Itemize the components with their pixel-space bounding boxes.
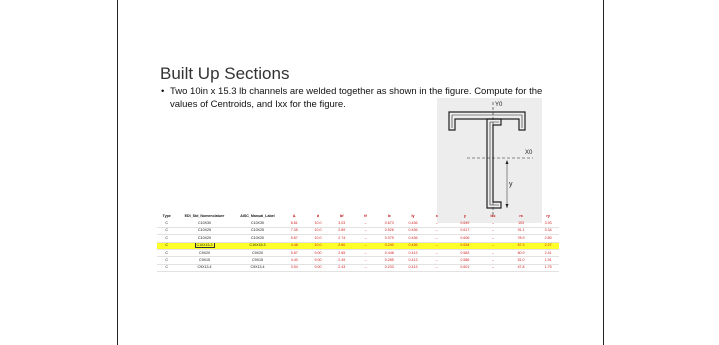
table-row [157, 250, 559, 257]
cell-value: 0.583 [460, 250, 470, 255]
cell-value: C9X13.4 [250, 265, 265, 270]
cell-edi-name [176, 227, 232, 234]
cell-y [449, 250, 481, 257]
cell-value: – [491, 243, 494, 248]
cell-value: 2.60 [338, 243, 346, 248]
cell-iy [401, 227, 425, 234]
cell-value: C [165, 250, 169, 255]
table-row [157, 264, 559, 271]
cell-value: 0.448 [384, 250, 394, 255]
cell-value: 91.1 [517, 228, 525, 233]
cell-value: 5.87 [290, 235, 298, 240]
cell-area [282, 257, 306, 264]
cell-value: 10.0 [314, 235, 322, 240]
header-tf: tf [364, 213, 367, 218]
cell-value: 0.413 [408, 265, 418, 270]
cell-y [449, 227, 481, 234]
cell-rx [505, 227, 537, 234]
cell-rx [505, 242, 537, 249]
cell-y [449, 235, 481, 242]
cell-flange-width [330, 257, 354, 264]
cell-value: – [364, 235, 367, 240]
cell-value: 78.9 [517, 235, 525, 240]
cell-value: C [165, 265, 169, 270]
cell-value: 0.413 [408, 250, 418, 255]
cell-ry [537, 220, 559, 227]
cell-flange-thickness [354, 227, 378, 234]
cell-depth [306, 264, 330, 271]
cell-value: – [364, 228, 367, 233]
cell-flange-width [330, 242, 354, 249]
cell-value: C10X30 [250, 220, 264, 225]
ybar-label: y [509, 181, 513, 188]
cell-value: 0.601 [460, 265, 470, 270]
page-border-left [117, 0, 118, 345]
header-iy: Iy [411, 213, 415, 218]
cell-y [449, 264, 481, 271]
header-ry: ry [546, 213, 550, 218]
cell-lxc [481, 250, 505, 257]
cell-value: C10X20 [198, 235, 212, 240]
cell-type [157, 257, 176, 264]
header-edi: EDI_Std_Nomenclature [184, 213, 225, 218]
cell-value: 0.233 [384, 265, 394, 270]
cell-depth [306, 227, 330, 234]
cell-area [282, 250, 306, 257]
cell-value: – [491, 258, 494, 263]
cell-value: C [165, 228, 169, 233]
cell-value: 0.240 [384, 243, 394, 248]
cell-iy [401, 264, 425, 271]
cell-value: 0.586 [460, 258, 470, 263]
cell-type [157, 227, 176, 234]
cell-iy [401, 220, 425, 227]
cell-value: 2.41 [544, 250, 552, 255]
cell-value: 1.75 [544, 265, 552, 270]
channel-properties-table [157, 213, 559, 272]
cell-type [157, 250, 176, 257]
cell-value: 0.436 [408, 220, 418, 225]
cell-value: C10X25 [198, 228, 212, 233]
header-y: y [463, 213, 466, 218]
cell-value: C9X15 [199, 258, 211, 263]
cell-ix [377, 235, 401, 242]
cell-aisc-label [233, 242, 283, 249]
x0-label: X0 [525, 150, 533, 156]
cell-aisc-label [233, 250, 283, 257]
cell-y [449, 220, 481, 227]
cell-value: 7.35 [290, 228, 298, 233]
header-d: d [316, 213, 320, 218]
cell-value: 2.43 [338, 265, 346, 270]
header-a: A [292, 213, 296, 218]
cell-value: 0.634 [460, 243, 470, 248]
cell-value: – [364, 258, 367, 263]
cell-value: – [364, 243, 367, 248]
cell-iy [401, 235, 425, 242]
ybar-arrow-bottom [506, 204, 509, 208]
cell-value: C9X15 [251, 258, 263, 263]
cell-value: C10X15.3 [196, 243, 213, 248]
header-rx: rx [519, 213, 523, 218]
cell-value: 103 [518, 220, 525, 225]
header-ix: Ix [387, 213, 391, 218]
cell-ry [537, 250, 559, 257]
cell-lxc [481, 227, 505, 234]
cell-value: 10.0 [314, 228, 322, 233]
cell-flange-width [330, 220, 354, 227]
cell-value: C9X20 [251, 250, 263, 255]
vertical-channel-inner [490, 122, 499, 205]
cell-ix [377, 220, 401, 227]
cell-x [425, 264, 449, 271]
cell-value: – [491, 220, 494, 225]
cell-value: 0.606 [460, 235, 470, 240]
cell-aisc-label [233, 227, 283, 234]
cell-flange-thickness [354, 257, 378, 264]
cell-depth [306, 235, 330, 242]
cell-ry [537, 227, 559, 234]
cell-value: 0.285 [384, 258, 394, 263]
cell-rx [505, 264, 537, 271]
cell-ix [377, 257, 401, 264]
cell-flange-width [330, 250, 354, 257]
cell-value: 10.0 [314, 243, 322, 248]
cell-lxc [481, 257, 505, 264]
cell-value: 9.00 [314, 258, 322, 263]
cell-value: C10X20 [250, 235, 264, 240]
cell-value: 3.03 [338, 220, 346, 225]
cell-x [425, 235, 449, 242]
cell-value: – [364, 250, 367, 255]
cell-value: 2.49 [338, 258, 346, 263]
cell-value: – [491, 228, 494, 233]
cell-value: 67.3 [517, 243, 525, 248]
cell-y [449, 257, 481, 264]
cell-flange-thickness [354, 235, 378, 242]
cell-value: 51.0 [517, 258, 525, 263]
cell-depth [306, 242, 330, 249]
cell-value: C9X20 [199, 250, 211, 255]
cell-value: 10.0 [314, 220, 322, 225]
cell-type [157, 264, 176, 271]
cell-value: – [435, 258, 438, 263]
header-aisc: AISC_Manual_Label [240, 213, 275, 218]
cell-value: 1.91 [544, 258, 552, 263]
cell-area [282, 235, 306, 242]
cell-value: 5.87 [290, 250, 298, 255]
cell-lxc [481, 242, 505, 249]
cell-edi-name [176, 242, 232, 249]
table-body [157, 220, 559, 272]
cell-value: – [435, 250, 438, 255]
cell-value: 2.80 [544, 235, 552, 240]
cell-ix [377, 250, 401, 257]
cell-flange-width [330, 227, 354, 234]
cell-lxc [481, 264, 505, 271]
cell-flange-thickness [354, 264, 378, 271]
cell-area [282, 227, 306, 234]
cell-value: – [435, 220, 438, 225]
cell-value: 0.379 [384, 235, 394, 240]
cell-value: – [491, 250, 494, 255]
cell-x [425, 227, 449, 234]
cell-value: – [364, 220, 367, 225]
cell-depth [306, 250, 330, 257]
table-row [157, 235, 559, 242]
cell-edi-name [176, 257, 232, 264]
cell-value: 0.649 [460, 220, 470, 225]
cell-edi-name [176, 264, 232, 271]
cell-iy [401, 242, 425, 249]
cell-value: – [364, 265, 367, 270]
cell-x [425, 250, 449, 257]
header-x: x [435, 213, 438, 218]
cell-value: 9.00 [314, 250, 322, 255]
cell-value: 47.8 [517, 265, 525, 270]
cell-value: 8.81 [290, 220, 298, 225]
cell-value: 3.93 [544, 220, 552, 225]
cell-value: 9.00 [314, 265, 322, 270]
table-row [157, 242, 559, 249]
cell-value: – [435, 265, 438, 270]
cell-value: C [165, 235, 169, 240]
cell-value: C10X30 [198, 220, 212, 225]
cell-value: 0.436 [408, 228, 418, 233]
cell-value: 0.673 [384, 220, 394, 225]
cell-ry [537, 235, 559, 242]
cell-flange-thickness [354, 250, 378, 257]
cell-value: 0.526 [384, 228, 394, 233]
cell-value: – [435, 235, 438, 240]
cell-value: 4.40 [290, 258, 298, 263]
cell-ix [377, 227, 401, 234]
cell-value: 4.48 [290, 243, 298, 248]
header-lxc: lxc [490, 213, 496, 218]
cell-value: 2.27 [544, 243, 552, 248]
built-up-section-figure [437, 98, 542, 223]
cell-y [449, 242, 481, 249]
cell-depth [306, 257, 330, 264]
table-row [157, 257, 559, 264]
cell-lxc [481, 220, 505, 227]
cell-x [425, 242, 449, 249]
cell-depth [306, 220, 330, 227]
bullet-marker: • [161, 86, 165, 97]
cell-ry [537, 264, 559, 271]
cell-area [282, 242, 306, 249]
cell-area [282, 264, 306, 271]
cell-x [425, 220, 449, 227]
ybar-arrow-top [506, 160, 509, 164]
cell-value: – [435, 228, 438, 233]
cell-lxc [481, 235, 505, 242]
cell-value: 3.34 [544, 228, 552, 233]
cell-type [157, 235, 176, 242]
table-row [157, 220, 559, 227]
cell-flange-width [330, 235, 354, 242]
page-border-right [603, 0, 604, 345]
cell-area [282, 220, 306, 227]
cell-value: 0.436 [408, 243, 418, 248]
cell-aisc-label [233, 257, 283, 264]
cell-type [157, 242, 176, 249]
y0-label: Y0 [495, 102, 503, 108]
cell-iy [401, 257, 425, 264]
cell-iy [401, 250, 425, 257]
cell-value: C [165, 220, 169, 225]
cell-type [157, 220, 176, 227]
header-bf: bf [340, 213, 344, 218]
cell-value: C10X15.3 [249, 243, 266, 248]
cell-rx [505, 250, 537, 257]
cell-flange-width [330, 264, 354, 271]
cell-value: C10X25 [250, 228, 264, 233]
cell-value: 3.94 [290, 265, 298, 270]
cell-ix [377, 242, 401, 249]
cell-value: 0.413 [408, 258, 418, 263]
cell-value: 0.617 [460, 228, 470, 233]
vertical-channel-outline [487, 119, 501, 208]
table-header-row [157, 213, 559, 220]
problem-text: Two 10in x 15.3 lb channels are welded together as shown in the figure. Compute for the values of Centroids, and Ixx for the figure. [170, 86, 543, 110]
cell-rx [505, 257, 537, 264]
channel-drawing [437, 98, 542, 223]
cell-value: 0.436 [408, 235, 418, 240]
cell-edi-name [176, 250, 232, 257]
cell-edi-name [176, 235, 232, 242]
cell-value: 2.65 [338, 250, 346, 255]
cell-flange-thickness [354, 220, 378, 227]
cell-value: – [491, 265, 494, 270]
cell-value: C [165, 258, 169, 263]
cell-value: – [491, 235, 494, 240]
slide-title: Built Up Sections [160, 64, 290, 83]
cell-rx [505, 220, 537, 227]
cell-value: 2.89 [338, 228, 346, 233]
cell-value: 60.9 [517, 250, 525, 255]
table-row [157, 227, 559, 234]
cell-value: 2.74 [338, 235, 346, 240]
cell-aisc-label [233, 220, 283, 227]
cell-rx [505, 235, 537, 242]
header-type: Type [162, 213, 171, 218]
cell-edi-name [176, 220, 232, 227]
cell-flange-thickness [354, 242, 378, 249]
cell-ry [537, 257, 559, 264]
cell-value: – [435, 243, 438, 248]
cell-value: C [165, 243, 169, 248]
cell-x [425, 257, 449, 264]
cell-ry [537, 242, 559, 249]
cell-aisc-label [233, 264, 283, 271]
cell-ix [377, 264, 401, 271]
cell-value: C9X13.4 [197, 265, 212, 270]
cell-aisc-label [233, 235, 283, 242]
